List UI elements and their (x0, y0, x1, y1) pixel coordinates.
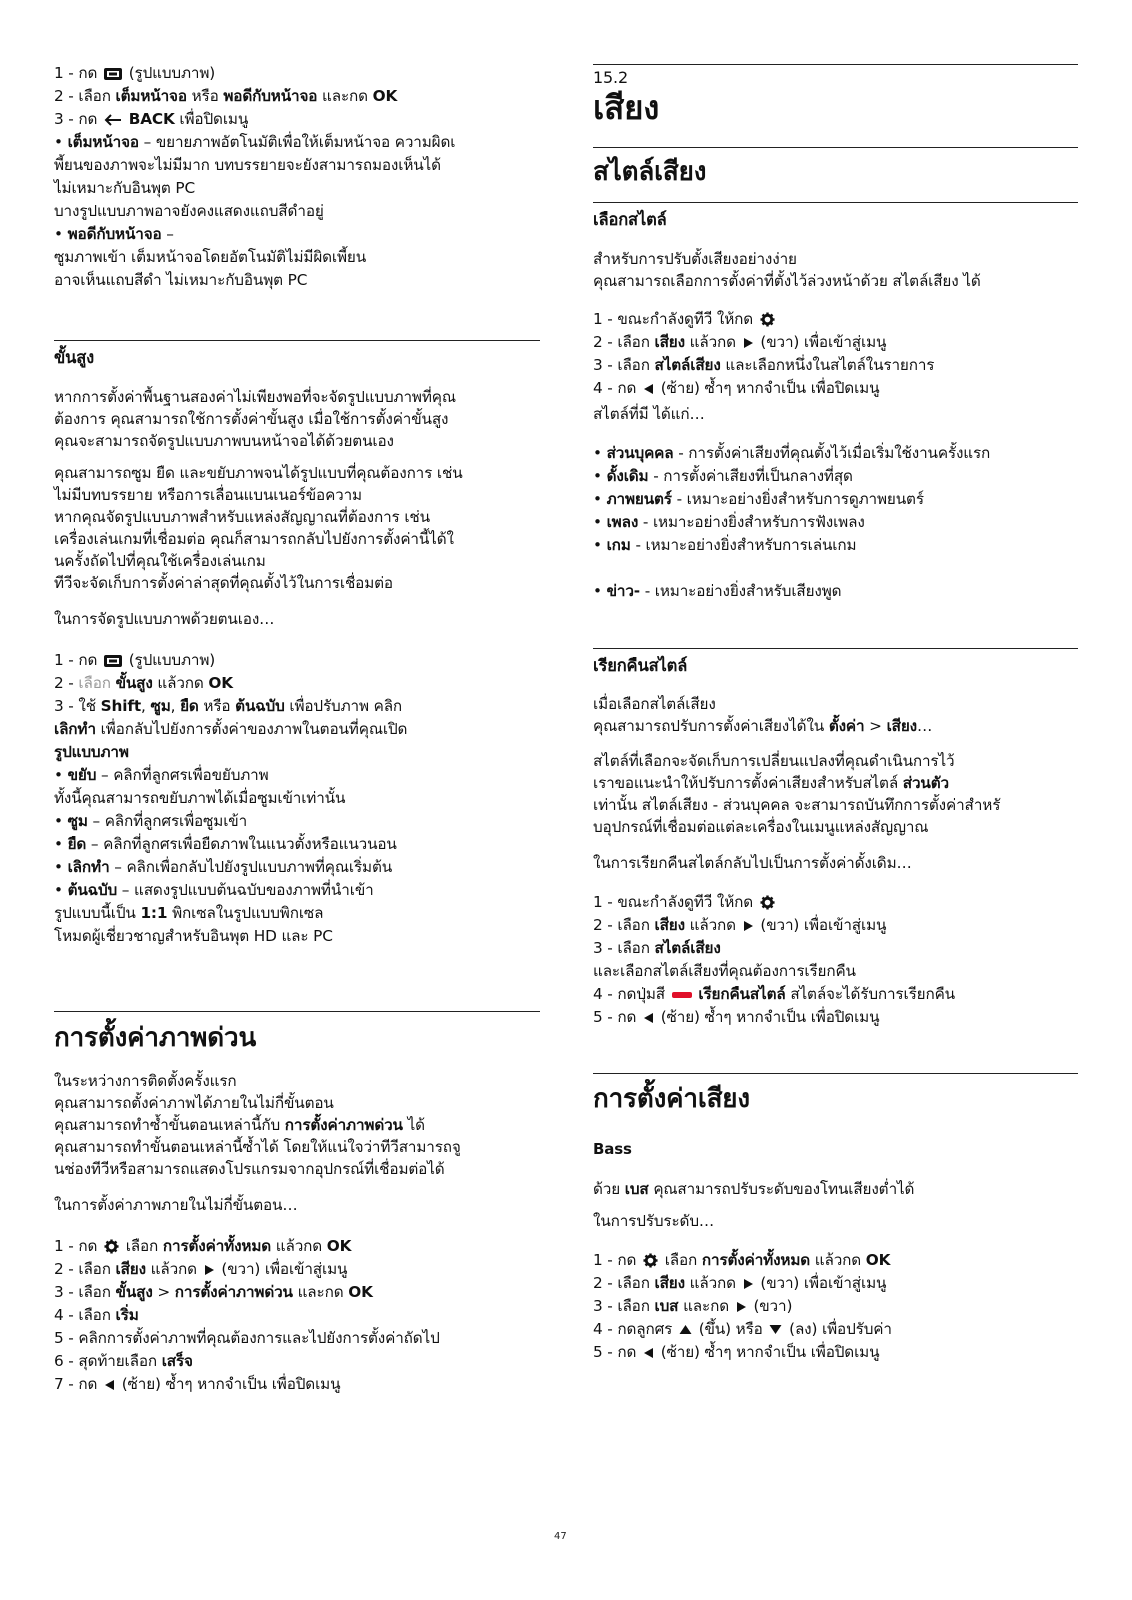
section-heading: การตั้งค่าเสียง (593, 1084, 750, 1114)
picture-format-icon (104, 68, 122, 80)
gear-icon (760, 312, 775, 327)
left-arrow-icon (643, 1347, 654, 1359)
list-item: • ส่วนบุคคล - การตั้งค่าเสียงที่คุณตั้งไว้เมื่อเริ่มใช้งานครั้งแรก (593, 444, 991, 462)
section-rule (593, 202, 1078, 203)
section-heading: สไตล์เสียง (593, 157, 707, 187)
back-arrow-icon (104, 114, 122, 126)
right-arrow-icon (204, 1264, 215, 1276)
section-heading: การตั้งค่าภาพด่วน (54, 1023, 257, 1053)
down-arrow-icon (769, 1324, 782, 1335)
step-line: 1 - กด (รูปแบบภาพ) (54, 64, 216, 82)
list-item: • ภาพยนตร์ - เหมาะอย่างยิ่งสำหรับการดูภาพยนตร์ (593, 490, 924, 508)
subsection-heading: Bass (593, 1140, 632, 1158)
right-arrow-icon (743, 920, 754, 932)
step-line: 2 - เลือก เต็มหน้าจอ หรือ พอดีกับหน้าจอ และกด OK (54, 87, 398, 105)
section-rule (54, 340, 540, 341)
subsection-heading: ขั้นสูง (54, 348, 95, 367)
left-arrow-icon (643, 383, 654, 395)
picture-format-icon (104, 655, 122, 667)
gear-icon (104, 1239, 119, 1254)
section-number: 15.2 (593, 68, 629, 87)
list-item: • ข่าว- - เหมาะอย่างยิ่งสำหรับเสียงพูด (593, 582, 842, 600)
list-item: • เกม - เหมาะอย่างยิ่งสำหรับการเล่นเกม (593, 536, 857, 554)
section-rule (593, 1073, 1078, 1074)
up-arrow-icon (679, 1324, 692, 1335)
gear-icon (643, 1253, 658, 1268)
right-arrow-icon (743, 1278, 754, 1290)
left-arrow-icon (643, 1012, 654, 1024)
chapter-rule (593, 64, 1078, 65)
right-arrow-icon (743, 337, 754, 349)
step-line: 3 - กด BACK เพื่อปิดเมนู (54, 110, 249, 128)
list-item: • ดั้งเดิม - การตั้งค่าเสียงที่เป็นกลางที่สุด (593, 467, 853, 485)
page-number: 47 (554, 1531, 567, 1542)
subsection-heading: เลือกสไตล์ (593, 210, 667, 229)
gear-icon (760, 895, 775, 910)
section-rule (593, 147, 1078, 148)
red-button-icon (672, 991, 692, 999)
left-arrow-icon (104, 1379, 115, 1391)
section-rule (54, 1011, 540, 1012)
right-arrow-icon (736, 1301, 747, 1313)
subsection-heading: เรียกคืนสไตล์ (593, 656, 688, 675)
section-title: เสียง (593, 88, 660, 127)
list-item: • เพลง - เหมาะอย่างยิ่งสำหรับการฟังเพลง (593, 513, 865, 531)
section-rule (593, 648, 1078, 649)
